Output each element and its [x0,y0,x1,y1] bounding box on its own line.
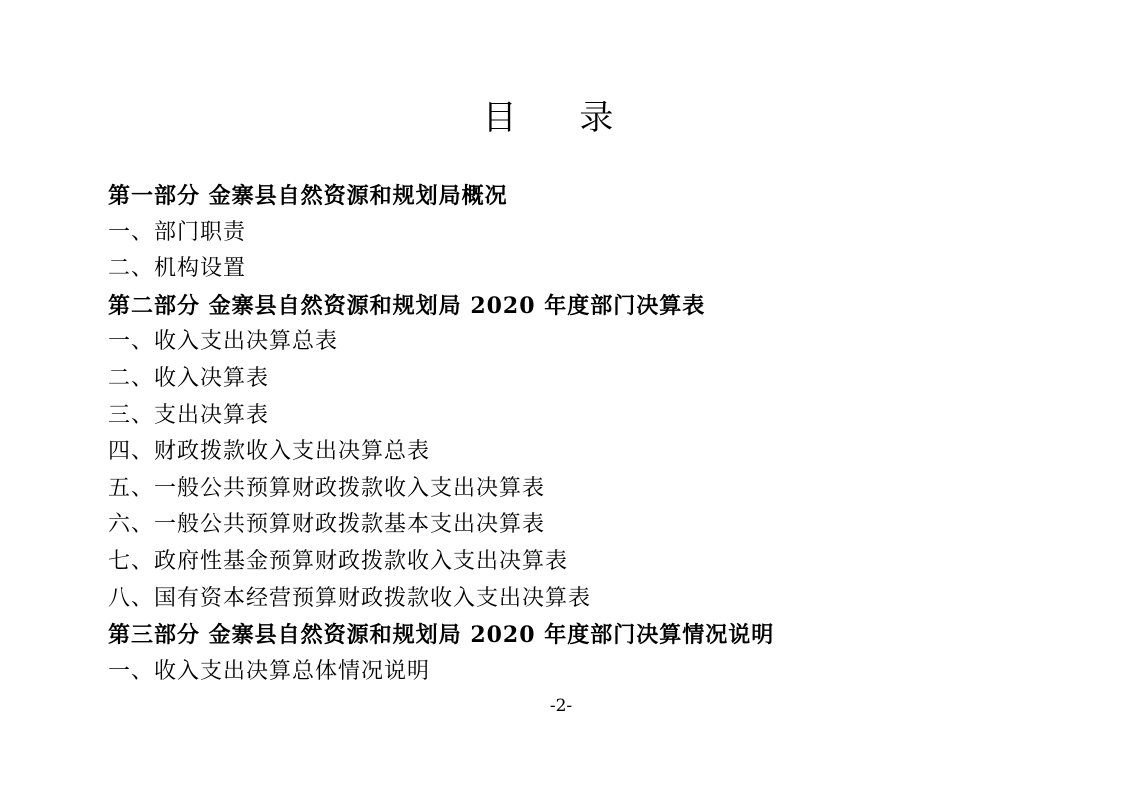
toc-item: 八、国有资本经营预算财政拨款收入支出决算表 [108,585,592,611]
toc-item: 五、一般公共预算财政拨款收入支出决算表 [108,475,546,501]
toc-item: 四、财政拨款收入支出决算总表 [108,439,431,465]
toc-item: 一、收入支出决算总表 [108,329,339,355]
toc-item: 七、政府性基金预算财政拨款收入支出决算表 [108,548,569,574]
page-number: -2- [549,696,573,716]
toc-item: 二、收入决算表 [108,365,270,391]
toc-item: 二、机构设置 [108,256,247,282]
toc-part-1-heading: 第一部分 金寨县自然资源和规划局概况 [108,183,508,209]
toc-item: 三、支出决算表 [108,402,270,428]
toc-part-3-heading: 第三部分 金寨县自然资源和规划局 2020 年度部门决算情况说明 [108,622,775,649]
toc-item: 一、收入支出决算总体情况说明 [108,658,431,684]
page-title: 目 录 [482,98,640,138]
toc-item: 六、一般公共预算财政拨款基本支出决算表 [108,512,546,538]
table-of-contents [108,178,1068,690]
toc-item: 一、部门职责 [108,219,247,245]
toc-part-2-heading: 第二部分 金寨县自然资源和规划局 2020 年度部门决算表 [108,292,706,319]
